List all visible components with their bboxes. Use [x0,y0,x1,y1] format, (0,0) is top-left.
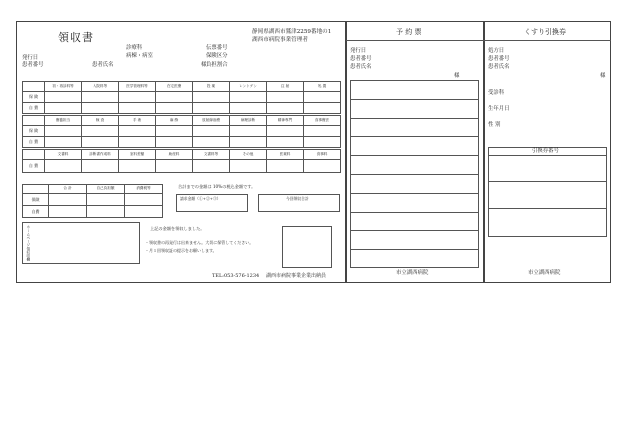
rx-sex-label: 性 別 [488,122,501,128]
ward-label: 病棟・病室 [126,53,153,59]
fee-header: 注 射 [267,82,304,92]
hospital-admin: 湖西市病院事業管理者 [252,37,308,43]
fee-header: 麻 酔 [156,116,193,126]
appointment-row-rule [350,118,479,119]
row-label: 保 険 [23,126,45,137]
rx-date-label: 処方日 [488,48,505,54]
fee-header: 文書料 [45,150,82,160]
fee-header: 在宅医療 [156,82,193,92]
appointment-row-rule [350,212,479,213]
rx-dept-label: 受診科 [488,90,505,96]
received-message: 上記の金額を領収しました。 [150,226,205,231]
fee-header: 入院料等 [82,82,119,92]
appointment-row-rule [350,174,479,175]
row-label: 自 費 [23,103,45,114]
appt-patient-no-label: 患者番号 [350,56,372,62]
tel: TEL:053-576-1234 [212,273,260,279]
fee-header: 投 薬 [193,82,230,92]
stamp-box [282,226,332,268]
fee-header: 初・再診料等 [45,82,82,92]
fee-header: 医薬料 [267,150,304,160]
fee-table-1 [22,81,341,114]
insurance-label: 保険区分 [206,53,228,59]
rx-birth-label: 生年月日 [488,106,510,112]
prescription-title-rule [484,40,611,41]
fee-header: 食事料 [304,150,341,160]
appt-issue-date-label: 発行日 [350,48,367,54]
row-label: 自 費 [23,160,45,173]
fee-header: 精神専門 [267,116,304,126]
row-label: 自費 [23,206,49,218]
payment-total-label: 今回領収合計 [286,196,309,201]
fee-header: 医学管理料等 [119,82,156,92]
rx-patient-no-label: 患者番号 [488,56,510,62]
appointment-row-rule [350,193,479,194]
appointment-title: 予 約 票 [396,28,422,36]
appointment-title-rule [346,40,484,41]
note-2: ・月１回領収証の提示をお願いします。 [145,248,217,253]
hospital-address: 静岡県湖西市鷲津2259番地の1 [252,29,332,35]
consumption-note: 合計までの金額は 10%の税込金額です。 [178,184,256,189]
fee-header: 診断書作成料 [82,150,119,160]
row-label: 保険 [23,194,49,206]
fee-header: レントゲン [230,82,267,92]
exchange-no-rule [488,208,607,209]
dept-label: 診療科 [126,45,143,51]
appt-honorific: 様 [454,73,460,79]
honorific: 様 [201,62,207,68]
exchange-no-rule [488,155,607,156]
totals-header: 自己負担額 [87,185,125,194]
slip-no-label: 伝票番号 [206,45,228,51]
fee-header: 処 置 [304,82,341,92]
appointment-row-rule [350,155,479,156]
fee-header: その他 [230,150,267,160]
appt-patient-name-label: 患者氏名 [350,64,372,70]
exchange-no-label: 引換券番号 [532,148,559,154]
row-label: 自 費 [23,137,45,148]
appointment-row-rule [350,136,479,137]
exchange-no-box [488,147,607,237]
fee-table-3 [22,149,341,173]
fee-header: 病理診断 [230,116,267,126]
fee-header: 室料差額 [119,150,156,160]
appointment-row-rule [350,99,479,100]
receipt-title: 領収書 [58,31,94,44]
appointment-row-rule [350,249,479,250]
billing-amount-label: 請求金額（①+②+③） [180,196,221,201]
exchange-no-rule [488,181,607,182]
burden-label: 負担割合 [206,62,228,68]
totals-header: 消費税等 [125,185,163,194]
row-label: 保 険 [23,92,45,103]
fee-header: 療養担当 [45,116,82,126]
note-1: ・領収書の再発行は出来ません。大切に保管してください。 [145,240,254,245]
patient-name-label: 患者氏名 [92,62,114,68]
fee-header: 文書料等 [193,150,230,160]
patient-no-label: 患者番号 [22,62,44,68]
appointment-footer: 市立湖西病院 [396,270,429,276]
fee-table-2 [22,115,341,148]
appointment-row-rule [350,230,479,231]
totals-header: 合 計 [49,185,87,194]
fee-header: 助産料 [156,150,193,160]
fee-header: 検 査 [82,116,119,126]
rx-honorific: 様 [600,73,606,79]
fee-header: 放射線治療 [193,116,230,126]
totals-table [22,184,163,218]
prescription-footer: 市立湖西病院 [528,270,561,276]
fee-header: 手 術 [119,116,156,126]
receipt-stamp-box [22,222,140,264]
fee-header: 食事療法 [304,116,341,126]
issue-date-label: 発行日 [22,55,39,61]
prescription-title: くすり引換券 [524,28,566,36]
issuer: 湖西市病院事業企業出納員 [266,273,327,279]
rx-patient-name-label: 患者氏名 [488,64,510,70]
receipt-stamp-label: ホームページ領収印欄 [26,225,31,261]
